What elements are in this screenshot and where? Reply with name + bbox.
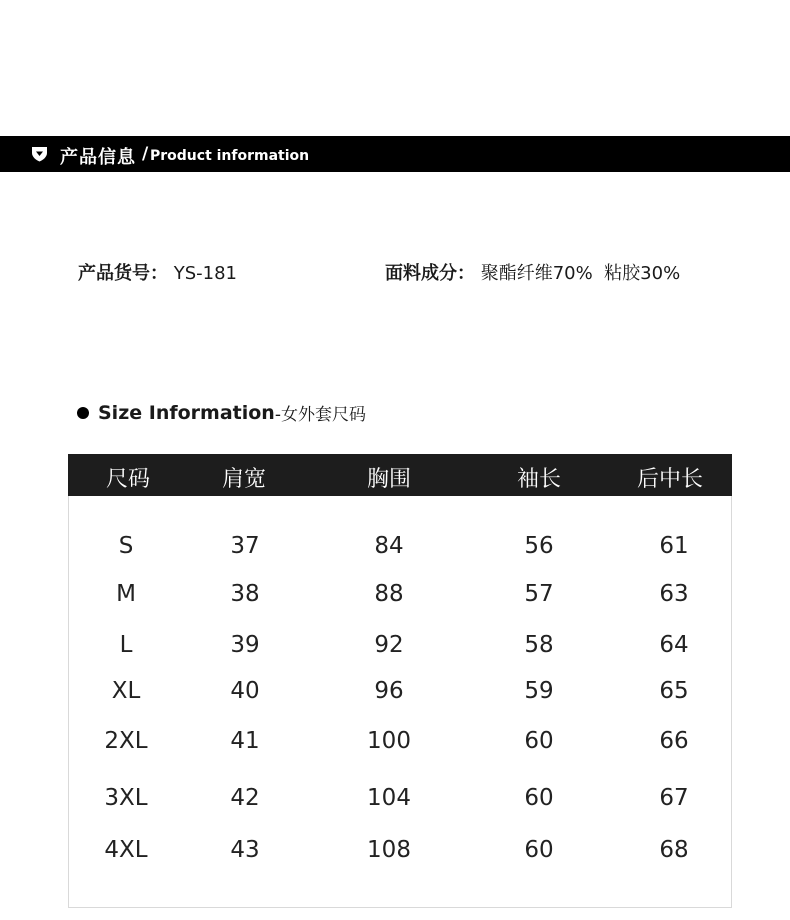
cell-sleeve: 58	[524, 632, 554, 658]
size-section-heading	[77, 400, 366, 425]
cell-sleeve: 57	[524, 581, 554, 607]
cell-length: 66	[659, 728, 689, 754]
cell-shoulder: 41	[230, 728, 260, 754]
cell-chest: 88	[374, 581, 404, 607]
header-size: 尺码	[105, 467, 151, 492]
cell-sleeve: 56	[524, 533, 554, 559]
cell-chest: 100	[367, 728, 411, 754]
cell-sleeve: 60	[524, 837, 554, 863]
cell-length: 63	[659, 581, 689, 607]
table-row	[69, 728, 731, 758]
header-sleeve: 袖长	[516, 467, 562, 492]
table-row	[69, 785, 731, 815]
cell-size: XL	[111, 678, 141, 704]
cell-chest: 104	[367, 785, 411, 811]
size-table-header	[68, 454, 732, 496]
shield-down-arrow-icon	[31, 146, 48, 162]
sku-label: 产品货号：	[78, 263, 168, 284]
cell-shoulder: 42	[230, 785, 260, 811]
cell-length: 67	[659, 785, 689, 811]
cell-shoulder: 43	[230, 837, 260, 863]
header-chest: 胸围	[366, 467, 412, 492]
table-row	[69, 581, 731, 611]
cell-size: 2XL	[104, 728, 148, 754]
cell-length: 68	[659, 837, 689, 863]
cell-length: 64	[659, 632, 689, 658]
cell-shoulder: 40	[230, 678, 260, 704]
cell-shoulder: 38	[230, 581, 260, 607]
cell-sleeve: 59	[524, 678, 554, 704]
fabric-label: 面料成分：	[385, 263, 475, 284]
product-sku	[78, 259, 237, 285]
cell-size: S	[118, 533, 134, 559]
cell-size: L	[119, 632, 133, 658]
banner-title: 产品信息	[60, 147, 136, 168]
cell-length: 65	[659, 678, 689, 704]
product-info-banner	[0, 136, 790, 172]
banner-subtitle: Product information	[150, 148, 310, 164]
header-shoulder: 肩宽	[221, 467, 267, 492]
cell-shoulder: 39	[230, 632, 260, 658]
cell-chest: 96	[374, 678, 404, 704]
size-title-cn: -女外套尺码	[274, 405, 366, 425]
size-table	[68, 454, 732, 908]
product-fabric	[385, 259, 680, 285]
cell-chest: 92	[374, 632, 404, 658]
cell-sleeve: 60	[524, 728, 554, 754]
cell-size: 3XL	[104, 785, 148, 811]
cell-size: M	[116, 581, 136, 607]
table-row	[69, 533, 731, 563]
fabric-value: 聚酯纤维70% 粘胶30%	[480, 263, 681, 284]
bullet-icon	[77, 407, 89, 419]
table-row	[69, 837, 731, 867]
size-title-en: Size Information	[98, 401, 275, 424]
header-length: 后中长	[636, 467, 704, 492]
table-row	[69, 678, 731, 708]
cell-chest: 84	[374, 533, 404, 559]
cell-sleeve: 60	[524, 785, 554, 811]
cell-size: 4XL	[104, 837, 148, 863]
table-row	[69, 632, 731, 662]
sku-value: YS-181	[173, 263, 238, 284]
cell-chest: 108	[367, 837, 411, 863]
banner-separator: /	[142, 144, 149, 164]
cell-length: 61	[659, 533, 689, 559]
cell-shoulder: 37	[230, 533, 260, 559]
